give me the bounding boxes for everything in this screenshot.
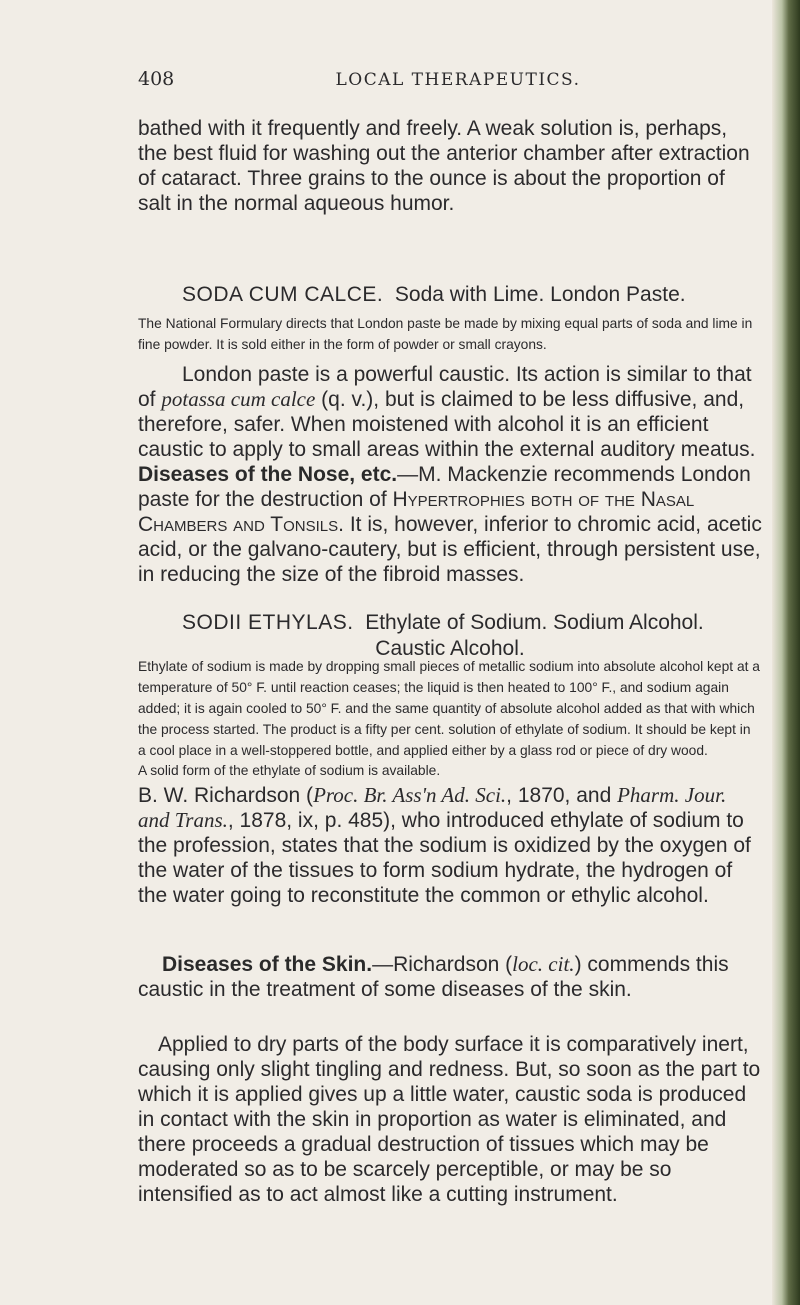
skin-a: —Richardson ( xyxy=(372,953,513,976)
running-head xyxy=(138,68,778,98)
applied-paragraph: Applied to dry parts of the body surface it is comparatively inert, causing only slight tingling and redness. But, so soon as the part to which it is applied gives up a little water, caustic soda is produced in contact with the skin in proportion as water is eliminated, and there proceeds a gradual destruction of tissues which may be moderated so as to be scarcely perceptible, or may be so intensified as to act almost like a cutting instrument. xyxy=(138,1033,761,1206)
skin-citation: loc. cit. xyxy=(512,952,575,976)
sodii-solid-form xyxy=(138,760,762,781)
richardson-citation-2: Pharm. Jour. and Trans. xyxy=(138,783,727,832)
skin-paragraph xyxy=(138,952,762,1002)
sodii-latin-name: SODII ETHYLAS. xyxy=(182,611,354,634)
richardson-a: B. W. Richardson ( xyxy=(138,784,314,807)
soda-formulary-note: The National Formulary directs that London paste be made by mixing equal parts of soda and lime in fine powder. It is sold either in the form of powder or small crayons. xyxy=(138,316,753,352)
continued-paragraph: bathed with it frequently and freely. A weak solution is, perhaps, the best fluid for washing out the anterior chamber after extraction of cataract. Three grains to the ounce is about the proportion of salt in the normal aqueous humor. xyxy=(138,117,750,215)
richardson-b: , 1870, and xyxy=(506,784,618,807)
soda-latin-name: SODA CUM CALCE. xyxy=(182,283,384,306)
skin-b: ) commends this caustic in the treatment of some diseases of the skin. xyxy=(138,953,729,1001)
soda-paragraph-lead: London paste is a powerful caustic. Its action is similar to that of xyxy=(138,363,752,411)
sodii-english-names: Ethylate of Sodium. Sodium Alcohol. xyxy=(365,611,704,634)
sodii-solid-form-text: A solid form of the ethylate of sodium is available. xyxy=(138,763,441,778)
nose-text-smallcaps: Hypertrophies both of the Nasal Chambers and Tonsils. xyxy=(138,488,695,536)
page-edge-shadow xyxy=(772,0,800,1305)
skin-subheading: Diseases of the Skin. xyxy=(162,953,373,976)
sodii-heading xyxy=(182,610,762,635)
sodii-preparation: Ethylate of sodium is made by dropping small pieces of metallic sodium into absolute alcohol kept at a temperature of 50° F. until reaction ceases; the liquid is then heated to 100° F., and sodium again added; it is again cooled to 50° F. and the same quantity of absolute alcohol added as that with which the process started. The product is a fifty per cent. solution of ethylate of sodium. It should be kept in a cool place in a well-stoppered bottle, and applied either by a glass rod or piece of dry wood. xyxy=(138,659,760,758)
richardson-citation-1: Proc. Br. Ass'n Ad. Sci. xyxy=(313,783,507,807)
soda-heading xyxy=(182,282,762,307)
sodii-english-name-2: Caustic Alcohol. xyxy=(375,637,525,660)
nose-text-a: —M. Mackenzie recommends London paste for the destruction of xyxy=(138,463,751,511)
soda-paragraph xyxy=(138,362,762,462)
richardson-paragraph xyxy=(138,783,762,908)
nose-text-b: It is, however, inferior to chromic acid, acetic acid, or the galvano-cautery, but is efficient, through persistent use, in reducing the size of the fibroid masses. xyxy=(138,513,762,586)
nose-subheading: Diseases of the Nose, etc. xyxy=(138,463,398,486)
soda-nose-paragraph xyxy=(138,462,762,587)
soda-paragraph-reference: potassa cum calce xyxy=(161,387,316,411)
soda-paragraph-rest: (q. v.), but is claimed to be less diffusive, and, therefore, safer. When moistened with alcohol it is an efficient caustic to apply to small areas within the external auditory meatus. xyxy=(138,388,756,461)
richardson-c: , 1878, ix, p. 485), who introduced ethylate of sodium to the profession, states that the sodium is oxidized by the oxygen of the water of the tissues to form sodium hydrate, the hydrogen of the water going to reconstitute the common or ethylic alcohol. xyxy=(138,809,751,907)
soda-english-name: Soda with Lime. London Paste. xyxy=(394,283,686,306)
page-number: 408 xyxy=(138,68,175,90)
running-title: LOCAL THERAPEUTICS. xyxy=(335,70,581,90)
